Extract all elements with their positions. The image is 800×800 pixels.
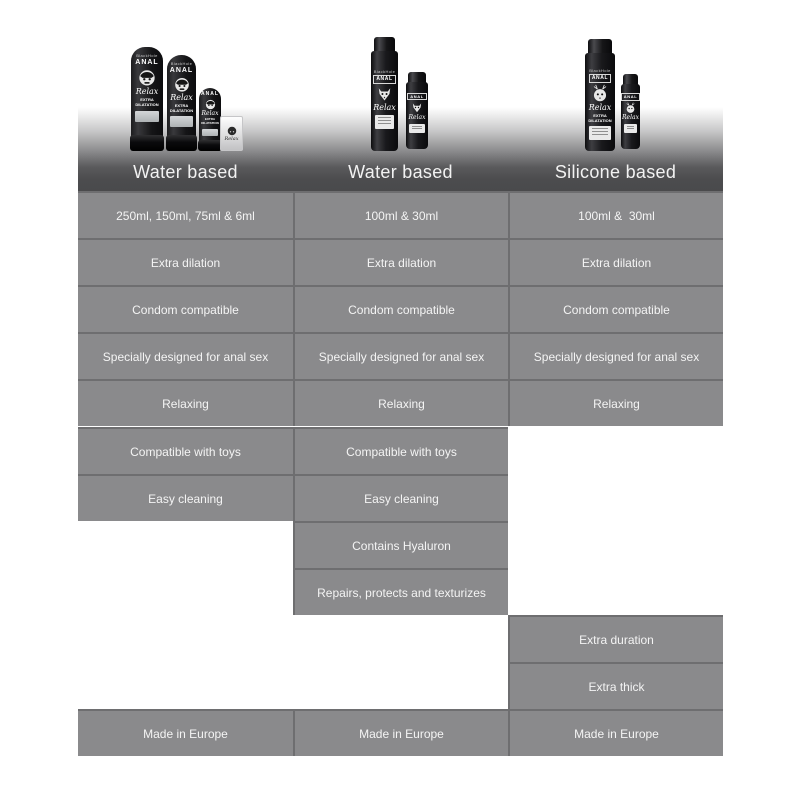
- script-text: Relax: [224, 136, 239, 142]
- deer-emblem-icon: [591, 84, 609, 103]
- cell-relaxing: Relaxing: [293, 379, 508, 426]
- cell-extra-dilation: Extra dilation: [78, 238, 293, 285]
- cell-made-in-europe: Made in Europe: [508, 709, 723, 756]
- tube-cap: [166, 135, 197, 151]
- cell-easy-cleaning: Easy cleaning: [78, 474, 293, 521]
- cell-extra-dilation: Extra dilation: [293, 238, 508, 285]
- cell-relaxing: Relaxing: [508, 379, 723, 426]
- column-header-silicone-based: Silicone based: [554, 162, 677, 182]
- label-info-block: [624, 124, 638, 133]
- column-header-water-based-2: Water based: [348, 162, 453, 182]
- label-info-band: [202, 129, 219, 136]
- cell-sizes: 250ml, 150ml, 75ml & 6ml: [78, 191, 293, 238]
- extra-dilatation-text: EXTRA DILATATION: [135, 97, 159, 108]
- bottle-body: [621, 84, 640, 149]
- label-info-block: [375, 115, 394, 129]
- bottle-label: [585, 68, 615, 140]
- label-info-band: [135, 111, 159, 122]
- bottle-body: [406, 82, 428, 149]
- cell-relaxing: Relaxing: [78, 379, 293, 426]
- tube-label: [131, 53, 163, 121]
- product-name-text: ANAL: [201, 90, 219, 97]
- bottle-label: [371, 69, 398, 129]
- product-name-text: ANAL: [407, 93, 427, 101]
- product-name-text: ANAL: [135, 59, 159, 67]
- script-text: Relax: [201, 109, 219, 117]
- product-name-text: ANAL: [373, 75, 395, 84]
- brand-text: BlackHole: [589, 67, 611, 73]
- bottle-body: [585, 53, 615, 151]
- wolf-emblem-icon: [376, 85, 393, 103]
- product-sachet-6ml: [220, 116, 243, 151]
- cell-condom-compatible: Condom compatible: [293, 285, 508, 332]
- product-tube-250ml: [131, 47, 163, 151]
- bottle-body: [371, 51, 398, 151]
- cell-sizes: 100ml & 30ml: [293, 191, 508, 238]
- product-tube-150ml: [167, 55, 196, 151]
- product-bottle-30ml-water: [406, 72, 428, 149]
- cell-contains-hyaluron: Contains Hyaluron: [293, 521, 508, 568]
- brand-text: BlackHole: [136, 53, 158, 59]
- cell-specially-designed: Specially designed for anal sex: [508, 332, 723, 379]
- extra-dilatation-text: EXTRA DILATATION: [588, 112, 612, 123]
- label-info-block: [589, 126, 611, 140]
- cell-extra-thick: Extra thick: [508, 662, 723, 709]
- script-text: Relax: [622, 113, 639, 121]
- gorilla-emblem-icon: [205, 98, 216, 110]
- gorilla-emblem-icon: [227, 125, 237, 136]
- brand-text: BlackHole: [170, 60, 193, 66]
- cell-easy-cleaning: Easy cleaning: [293, 474, 508, 521]
- tube-label: [167, 61, 196, 127]
- label-info-band: [170, 116, 192, 127]
- cell-extra-duration: Extra duration: [508, 615, 723, 662]
- tube-cap: [198, 140, 222, 151]
- script-text: Relax: [373, 103, 396, 112]
- product-tube-75ml: [199, 88, 221, 151]
- cell-condom-compatible: Condom compatible: [508, 285, 723, 332]
- cell-condom-compatible: Condom compatible: [78, 285, 293, 332]
- product-bottle-100ml-silicone: [585, 39, 615, 151]
- gorilla-emblem-icon: [174, 75, 190, 93]
- cell-extra-dilation: Extra dilation: [508, 238, 723, 285]
- deer-emblem-icon: [625, 102, 636, 114]
- product-bottle-100ml-water: [371, 37, 398, 151]
- bottle-label: [406, 93, 428, 134]
- product-name-text: ANAL: [589, 74, 611, 83]
- product-bottle-30ml-silicone: [621, 74, 640, 149]
- bottle-label: [621, 93, 640, 133]
- column-header-water-based-1: Water based: [133, 162, 238, 182]
- label-info-block: [409, 124, 425, 133]
- tube-label: [199, 92, 221, 136]
- script-text: Relax: [408, 114, 426, 122]
- cell-made-in-europe: Made in Europe: [78, 709, 293, 756]
- cell-repairs-protects: Repairs, protects and texturizes: [293, 568, 508, 615]
- script-text: Relax: [135, 87, 159, 97]
- tube-cap: [130, 135, 164, 151]
- cell-made-in-europe: Made in Europe: [293, 709, 508, 756]
- script-text: Relax: [170, 92, 193, 102]
- wolf-emblem-icon: [411, 101, 423, 114]
- cell-compatible-toys: Compatible with toys: [293, 427, 508, 474]
- cell-specially-designed: Specially designed for anal sex: [293, 332, 508, 379]
- cell-sizes: 100ml & 30ml: [508, 191, 723, 238]
- extra-dilatation-text: EXTRA DILATATION: [169, 102, 194, 113]
- gorilla-emblem-icon: [138, 67, 156, 87]
- brand-text: BlackHole: [373, 69, 396, 74]
- extra-dilatation-text: EXTRA DILATATION: [201, 116, 219, 125]
- cell-specially-designed: Specially designed for anal sex: [78, 332, 293, 379]
- cell-compatible-toys: Compatible with toys: [78, 427, 293, 474]
- product-name-text: ANAL: [621, 93, 641, 101]
- product-name-text: ANAL: [169, 66, 194, 74]
- script-text: Relax: [588, 102, 612, 112]
